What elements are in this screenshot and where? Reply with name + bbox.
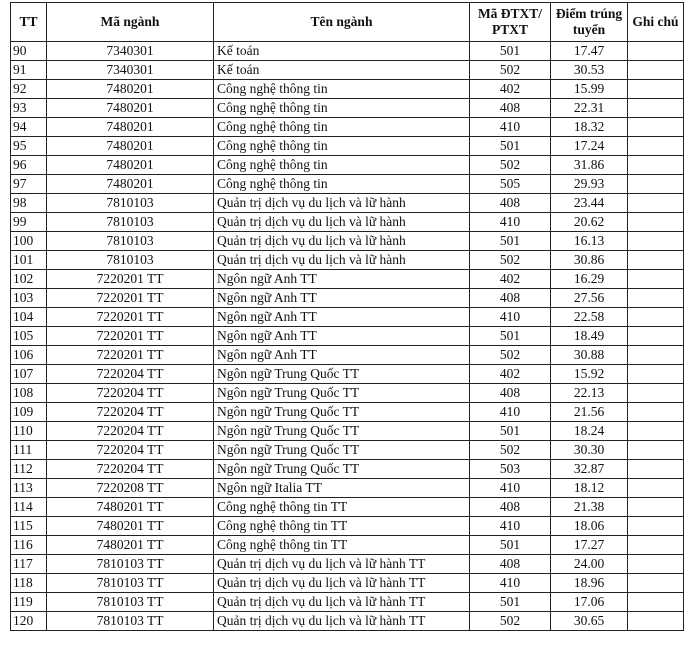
cell-diem: 30.65 <box>551 612 628 631</box>
cell-diem: 15.92 <box>551 365 628 384</box>
cell-ghi-chu <box>628 80 684 99</box>
cell-ma-dtxt: 410 <box>470 213 551 232</box>
cell-ten-nganh: Công nghệ thông tin TT <box>214 536 470 555</box>
cell-ghi-chu <box>628 555 684 574</box>
cell-ten-nganh: Công nghệ thông tin TT <box>214 498 470 517</box>
header-ma-nganh: Mã ngành <box>47 3 214 42</box>
table-row <box>11 403 684 422</box>
cell-ghi-chu <box>628 346 684 365</box>
cell-ten-nganh: Công nghệ thông tin <box>214 118 470 137</box>
cell-diem: 17.06 <box>551 593 628 612</box>
table-row <box>11 232 684 251</box>
cell-ten-nganh: Quản trị dịch vụ du lịch và lữ hành TT <box>214 574 470 593</box>
cell-ma-nganh: 7810103 <box>47 194 214 213</box>
table-row <box>11 289 684 308</box>
table-row <box>11 612 684 631</box>
cell-ghi-chu <box>628 289 684 308</box>
cell-diem: 30.30 <box>551 441 628 460</box>
cell-ten-nganh: Ngôn ngữ Italia TT <box>214 479 470 498</box>
cell-ghi-chu <box>628 479 684 498</box>
table-row <box>11 574 684 593</box>
cell-ghi-chu <box>628 251 684 270</box>
table-row <box>11 137 684 156</box>
cell-tt: 120 <box>11 612 47 631</box>
table-row <box>11 365 684 384</box>
cell-ghi-chu <box>628 422 684 441</box>
cell-ghi-chu <box>628 308 684 327</box>
table-row <box>11 61 684 80</box>
cell-ma-dtxt: 408 <box>470 498 551 517</box>
cell-ghi-chu <box>628 61 684 80</box>
cell-ma-dtxt: 502 <box>470 156 551 175</box>
table-row <box>11 175 684 194</box>
cell-ma-dtxt: 408 <box>470 194 551 213</box>
cell-ten-nganh: Quản trị dịch vụ du lịch và lữ hành <box>214 251 470 270</box>
cell-ten-nganh: Kế toán <box>214 61 470 80</box>
cell-ghi-chu <box>628 536 684 555</box>
cell-ten-nganh: Quản trị dịch vụ du lịch và lữ hành <box>214 232 470 251</box>
cell-ma-dtxt: 501 <box>470 422 551 441</box>
table-row <box>11 251 684 270</box>
cell-ma-nganh: 7810103 <box>47 213 214 232</box>
cell-ten-nganh: Quản trị dịch vụ du lịch và lữ hành TT <box>214 593 470 612</box>
cell-diem: 16.29 <box>551 270 628 289</box>
cell-tt: 116 <box>11 536 47 555</box>
cell-tt: 109 <box>11 403 47 422</box>
cell-diem: 18.96 <box>551 574 628 593</box>
cell-diem: 30.86 <box>551 251 628 270</box>
cell-ma-nganh: 7810103 <box>47 232 214 251</box>
table-row <box>11 213 684 232</box>
cell-tt: 119 <box>11 593 47 612</box>
cell-ghi-chu <box>628 441 684 460</box>
cell-tt: 110 <box>11 422 47 441</box>
cell-diem: 17.47 <box>551 42 628 61</box>
cell-ma-dtxt: 502 <box>470 346 551 365</box>
cell-ma-dtxt: 502 <box>470 612 551 631</box>
cell-ma-dtxt: 410 <box>470 574 551 593</box>
table-row <box>11 479 684 498</box>
cell-ma-nganh: 7480201 <box>47 99 214 118</box>
cell-tt: 105 <box>11 327 47 346</box>
cell-diem: 30.53 <box>551 61 628 80</box>
cell-ten-nganh: Quản trị dịch vụ du lịch và lữ hành TT <box>214 555 470 574</box>
cell-ma-nganh: 7480201 TT <box>47 498 214 517</box>
cell-tt: 115 <box>11 517 47 536</box>
cell-diem: 15.99 <box>551 80 628 99</box>
cell-ma-nganh: 7480201 <box>47 175 214 194</box>
table-row <box>11 118 684 137</box>
cell-ma-dtxt: 402 <box>470 270 551 289</box>
cell-diem: 21.56 <box>551 403 628 422</box>
cell-diem: 18.32 <box>551 118 628 137</box>
cell-tt: 96 <box>11 156 47 175</box>
cell-ghi-chu <box>628 384 684 403</box>
cell-ma-dtxt: 501 <box>470 593 551 612</box>
cell-tt: 106 <box>11 346 47 365</box>
cell-ten-nganh: Ngôn ngữ Anh TT <box>214 346 470 365</box>
cell-ma-nganh: 7480201 <box>47 118 214 137</box>
header-ghi-chu: Ghi chú <box>628 3 684 42</box>
cell-ten-nganh: Ngôn ngữ Trung Quốc TT <box>214 403 470 422</box>
cell-ghi-chu <box>628 156 684 175</box>
cell-ma-dtxt: 402 <box>470 80 551 99</box>
cell-diem: 31.86 <box>551 156 628 175</box>
cell-ten-nganh: Công nghệ thông tin <box>214 156 470 175</box>
cell-ghi-chu <box>628 118 684 137</box>
cell-tt: 101 <box>11 251 47 270</box>
cell-ma-nganh: 7340301 <box>47 42 214 61</box>
cell-ma-dtxt: 503 <box>470 460 551 479</box>
cell-ma-nganh: 7220201 TT <box>47 308 214 327</box>
cell-diem: 22.31 <box>551 99 628 118</box>
cell-tt: 98 <box>11 194 47 213</box>
cell-diem: 23.44 <box>551 194 628 213</box>
cell-ghi-chu <box>628 574 684 593</box>
header-tt: TT <box>11 3 47 42</box>
cell-ma-dtxt: 410 <box>470 403 551 422</box>
cell-ma-dtxt: 410 <box>470 118 551 137</box>
cell-ma-dtxt: 501 <box>470 327 551 346</box>
cell-tt: 92 <box>11 80 47 99</box>
cell-ma-dtxt: 501 <box>470 137 551 156</box>
cell-ten-nganh: Kế toán <box>214 42 470 61</box>
table-row <box>11 194 684 213</box>
cell-ma-dtxt: 408 <box>470 555 551 574</box>
cell-ma-dtxt: 501 <box>470 536 551 555</box>
cell-ma-nganh: 7220208 TT <box>47 479 214 498</box>
cell-ma-nganh: 7220201 TT <box>47 346 214 365</box>
cell-ten-nganh: Ngôn ngữ Trung Quốc TT <box>214 384 470 403</box>
cell-ma-nganh: 7810103 TT <box>47 612 214 631</box>
cell-tt: 112 <box>11 460 47 479</box>
cell-ten-nganh: Ngôn ngữ Anh TT <box>214 327 470 346</box>
cell-ghi-chu <box>628 498 684 517</box>
cell-ghi-chu <box>628 232 684 251</box>
cell-tt: 114 <box>11 498 47 517</box>
cell-ghi-chu <box>628 175 684 194</box>
cell-ten-nganh: Công nghệ thông tin TT <box>214 517 470 536</box>
table-row <box>11 156 684 175</box>
cell-ghi-chu <box>628 327 684 346</box>
cell-diem: 17.27 <box>551 536 628 555</box>
table-row <box>11 593 684 612</box>
table-row <box>11 498 684 517</box>
cell-ma-nganh: 7220204 TT <box>47 403 214 422</box>
cell-ten-nganh: Quản trị dịch vụ du lịch và lữ hành <box>214 194 470 213</box>
cell-diem: 18.12 <box>551 479 628 498</box>
cell-ghi-chu <box>628 365 684 384</box>
cell-diem: 22.58 <box>551 308 628 327</box>
table-row <box>11 441 684 460</box>
cell-tt: 107 <box>11 365 47 384</box>
cell-ma-nganh: 7480201 <box>47 156 214 175</box>
cell-ten-nganh: Công nghệ thông tin <box>214 137 470 156</box>
cell-ma-nganh: 7220204 TT <box>47 384 214 403</box>
cell-ma-nganh: 7220204 TT <box>47 422 214 441</box>
table-header <box>11 3 684 42</box>
cell-ma-dtxt: 402 <box>470 365 551 384</box>
cell-ma-nganh: 7480201 TT <box>47 536 214 555</box>
table-row <box>11 80 684 99</box>
table-row <box>11 555 684 574</box>
cell-ghi-chu <box>628 213 684 232</box>
cell-diem: 30.88 <box>551 346 628 365</box>
cell-tt: 91 <box>11 61 47 80</box>
cell-ghi-chu <box>628 194 684 213</box>
cell-diem: 22.13 <box>551 384 628 403</box>
cell-ma-nganh: 7480201 <box>47 80 214 99</box>
cell-ten-nganh: Ngôn ngữ Anh TT <box>214 289 470 308</box>
cell-ten-nganh: Quản trị dịch vụ du lịch và lữ hành <box>214 213 470 232</box>
table-row <box>11 308 684 327</box>
cell-ghi-chu <box>628 612 684 631</box>
cell-diem: 18.24 <box>551 422 628 441</box>
cell-ghi-chu <box>628 593 684 612</box>
cell-ma-dtxt: 502 <box>470 441 551 460</box>
header-row <box>11 3 684 42</box>
header-ten-nganh: Tên ngành <box>214 3 470 42</box>
cell-tt: 93 <box>11 99 47 118</box>
cell-tt: 104 <box>11 308 47 327</box>
cell-diem: 29.93 <box>551 175 628 194</box>
cell-ma-dtxt: 501 <box>470 232 551 251</box>
cell-diem: 27.56 <box>551 289 628 308</box>
table-row <box>11 422 684 441</box>
table-row <box>11 42 684 61</box>
cell-tt: 111 <box>11 441 47 460</box>
cell-ma-dtxt: 410 <box>470 308 551 327</box>
cell-diem: 20.62 <box>551 213 628 232</box>
cell-ma-nganh: 7220201 TT <box>47 289 214 308</box>
table-row <box>11 384 684 403</box>
cell-ma-nganh: 7220201 TT <box>47 327 214 346</box>
cell-ma-nganh: 7480201 <box>47 137 214 156</box>
cell-ghi-chu <box>628 270 684 289</box>
table-row <box>11 270 684 289</box>
cell-ma-nganh: 7480201 TT <box>47 517 214 536</box>
table-row <box>11 346 684 365</box>
cell-tt: 97 <box>11 175 47 194</box>
cell-ma-dtxt: 501 <box>470 42 551 61</box>
cell-ten-nganh: Quản trị dịch vụ du lịch và lữ hành TT <box>214 612 470 631</box>
cell-ghi-chu <box>628 137 684 156</box>
cell-ghi-chu <box>628 42 684 61</box>
cell-ghi-chu <box>628 460 684 479</box>
cell-ma-nganh: 7220204 TT <box>47 365 214 384</box>
cell-diem: 24.00 <box>551 555 628 574</box>
cell-diem: 17.24 <box>551 137 628 156</box>
header-diem: Điểm trúng tuyển <box>551 3 628 42</box>
header-ma-dtxt: Mã ĐTXT/ PTXT <box>470 3 551 42</box>
cell-ma-dtxt: 502 <box>470 61 551 80</box>
table-body <box>11 42 684 631</box>
cell-diem: 32.87 <box>551 460 628 479</box>
cell-ma-nganh: 7810103 TT <box>47 555 214 574</box>
cell-tt: 99 <box>11 213 47 232</box>
cell-ma-dtxt: 502 <box>470 251 551 270</box>
cell-ma-nganh: 7340301 <box>47 61 214 80</box>
table-row <box>11 99 684 118</box>
cell-diem: 18.06 <box>551 517 628 536</box>
admission-score-table <box>10 2 684 631</box>
cell-ghi-chu <box>628 517 684 536</box>
cell-ma-dtxt: 410 <box>470 517 551 536</box>
cell-tt: 94 <box>11 118 47 137</box>
cell-tt: 102 <box>11 270 47 289</box>
cell-ma-dtxt: 410 <box>470 479 551 498</box>
cell-tt: 95 <box>11 137 47 156</box>
table-row <box>11 460 684 479</box>
cell-ten-nganh: Công nghệ thông tin <box>214 99 470 118</box>
table-row <box>11 517 684 536</box>
cell-ma-nganh: 7220201 TT <box>47 270 214 289</box>
cell-diem: 18.49 <box>551 327 628 346</box>
cell-ten-nganh: Ngôn ngữ Anh TT <box>214 308 470 327</box>
cell-ma-dtxt: 408 <box>470 384 551 403</box>
cell-tt: 108 <box>11 384 47 403</box>
cell-ma-nganh: 7220204 TT <box>47 460 214 479</box>
cell-tt: 100 <box>11 232 47 251</box>
cell-tt: 90 <box>11 42 47 61</box>
cell-tt: 117 <box>11 555 47 574</box>
cell-ma-nganh: 7220204 TT <box>47 441 214 460</box>
cell-ghi-chu <box>628 403 684 422</box>
cell-diem: 21.38 <box>551 498 628 517</box>
cell-ma-nganh: 7810103 TT <box>47 593 214 612</box>
cell-ten-nganh: Ngôn ngữ Trung Quốc TT <box>214 441 470 460</box>
cell-ma-nganh: 7810103 <box>47 251 214 270</box>
cell-ten-nganh: Ngôn ngữ Trung Quốc TT <box>214 422 470 441</box>
cell-ten-nganh: Ngôn ngữ Trung Quốc TT <box>214 460 470 479</box>
cell-ten-nganh: Công nghệ thông tin <box>214 80 470 99</box>
table-row <box>11 327 684 346</box>
cell-diem: 16.13 <box>551 232 628 251</box>
cell-ten-nganh: Ngôn ngữ Anh TT <box>214 270 470 289</box>
cell-ma-dtxt: 408 <box>470 289 551 308</box>
table-row <box>11 536 684 555</box>
cell-tt: 103 <box>11 289 47 308</box>
cell-ma-dtxt: 408 <box>470 99 551 118</box>
cell-tt: 118 <box>11 574 47 593</box>
cell-ten-nganh: Ngôn ngữ Trung Quốc TT <box>214 365 470 384</box>
cell-ma-dtxt: 505 <box>470 175 551 194</box>
cell-ghi-chu <box>628 99 684 118</box>
cell-ma-nganh: 7810103 TT <box>47 574 214 593</box>
cell-ten-nganh: Công nghệ thông tin <box>214 175 470 194</box>
cell-tt: 113 <box>11 479 47 498</box>
